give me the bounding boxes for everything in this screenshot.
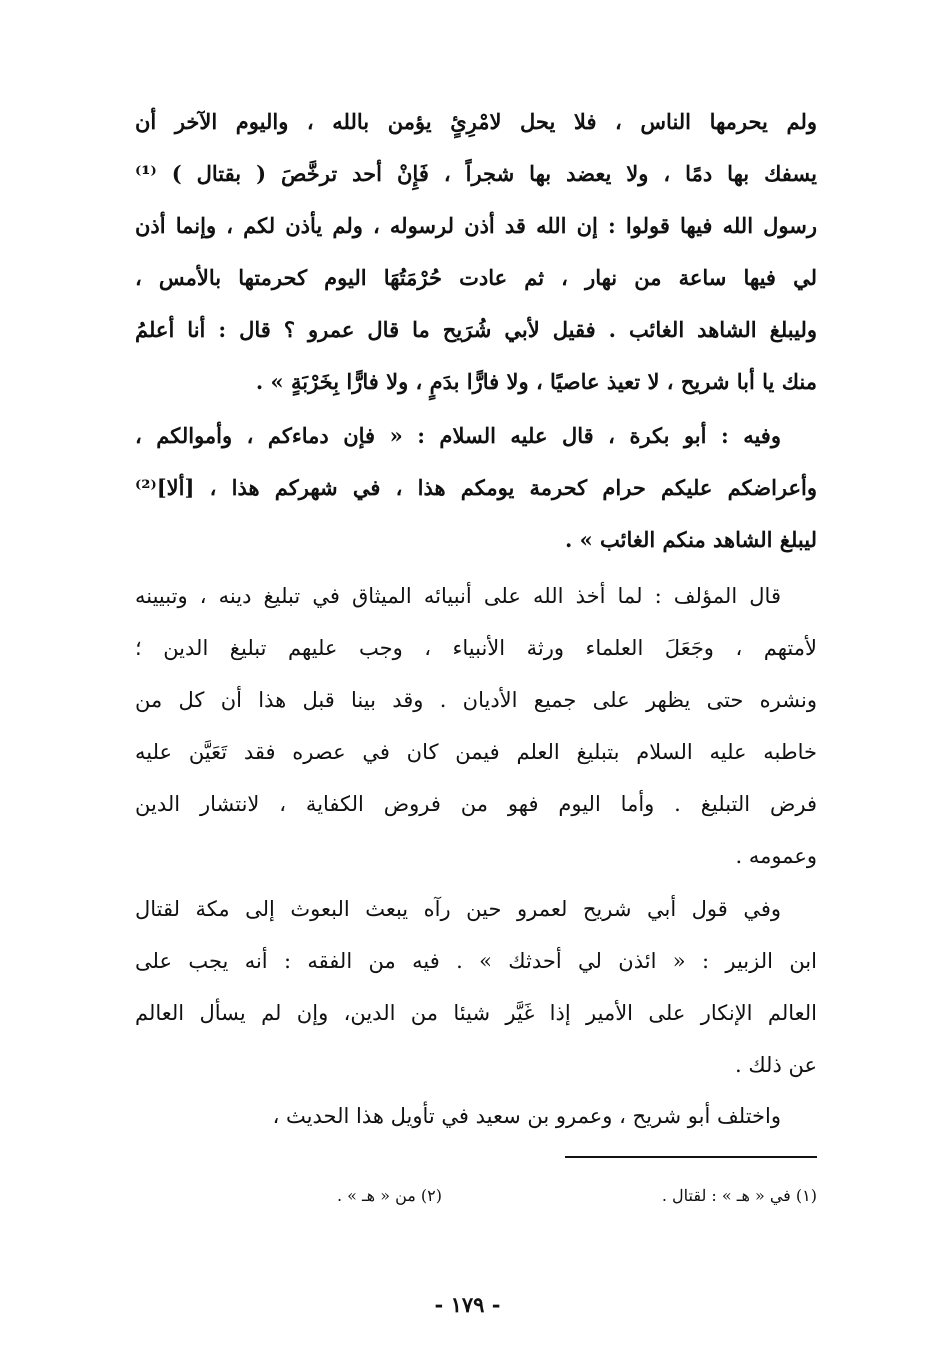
- author-commentary-paragraph: [135, 570, 817, 882]
- text-line: ليبلغ الشاهد منكم الغائب » .: [564, 527, 817, 552]
- hadith-paragraph-2: [135, 410, 817, 566]
- text-line: واختلف أبو شريح ، وعمرو بن سعيد في تأويل هذا الحديث ،: [272, 1104, 781, 1128]
- commentary-paragraph-3: [135, 1090, 817, 1142]
- text-line: ابن الزبير : « ائذن لي أحدثك » . فيه من الفقه : أنه يجب على: [135, 949, 817, 973]
- footnote-separator: [565, 1156, 817, 1158]
- commentary-paragraph-2: [135, 883, 817, 1091]
- footnote-1: (١) في « هـ » : لقتال .: [661, 1186, 817, 1205]
- text-line: لأمتهم ، وجَعَلَ العلماء ورثة الأنبياء ، وجب عليهم تبليغ الدين ؛: [135, 636, 817, 660]
- text-line: وفي قول أبي شريح لعمرو حين رآه يبعث البعوث إلى مكة لقتال: [135, 897, 781, 921]
- text-line: خاطبه عليه السلام بتبليغ العلم فيمن كان في عصره فقد تَعَيَّن عليه: [135, 740, 817, 764]
- footnotes: [135, 1184, 817, 1214]
- text-line: لي فيها ساعة من نهار ، ثم عادت حُرْمَتُهَا اليوم كحرمتها بالأمس ،: [135, 265, 817, 290]
- text-line: يسفك بها دمًا ، ولا يعضد بها شجراً ، فَإِنْ أحد ترخَّصَ ( بقتال ) ⁽¹⁾: [135, 161, 817, 186]
- hadith-paragraph-1: [135, 96, 817, 408]
- text-line: ولم يحرمها الناس ، فلا يحل لامْرِئٍ يؤمن بالله ، واليوم الآخر أن: [135, 109, 817, 134]
- text-line: العالم الإنكار على الأمير إذا غَيَّر شيئا من الدين، وإن لم يسأل العالم: [135, 1001, 817, 1025]
- text-line: قال المؤلف : لما أخذ الله على أنبيائه الميثاق في تبليغ دينه ، وتبيينه: [135, 584, 781, 608]
- text-line: منك يا أبا شريح ، لا تعيذ عاصيًا ، ولا فارًّا بدَمٍ ، ولا فارًّا بِخَرْبَةٍ » .: [255, 369, 817, 394]
- text-line: ونشره حتى يظهر على جميع الأديان . وقد بينا قبل هذا أن كل من: [135, 688, 817, 712]
- text-line: رسول الله فيها قولوا : إن الله قد أذن لرسوله ، ولم يأذن لكم ، وإنما أذن: [135, 213, 817, 238]
- text-line: فرض التبليغ . وأما اليوم فهو من فروض الكفاية ، لانتشار الدين: [135, 792, 817, 816]
- footnote-2: (٢) من « هـ » .: [336, 1186, 442, 1205]
- text-line: عن ذلك .: [735, 1053, 817, 1077]
- text-line: وعمومه .: [735, 844, 817, 868]
- text-line: وفيه : أبو بكرة ، قال عليه السلام : « فإن دماءكم ، وأموالكم ،: [135, 423, 781, 448]
- text-line: وأعراضكم عليكم حرام كحرمة يومكم هذا ، في شهركم هذا ، [ألا]⁽²⁾: [135, 475, 817, 500]
- page-number: - ١٧٩ -: [434, 1292, 501, 1317]
- text-line: وليبلغ الشاهد الغائب . فقيل لأبي شُرَيح ما قال عمرو ؟ قال : أنا أعلمُ: [135, 317, 817, 342]
